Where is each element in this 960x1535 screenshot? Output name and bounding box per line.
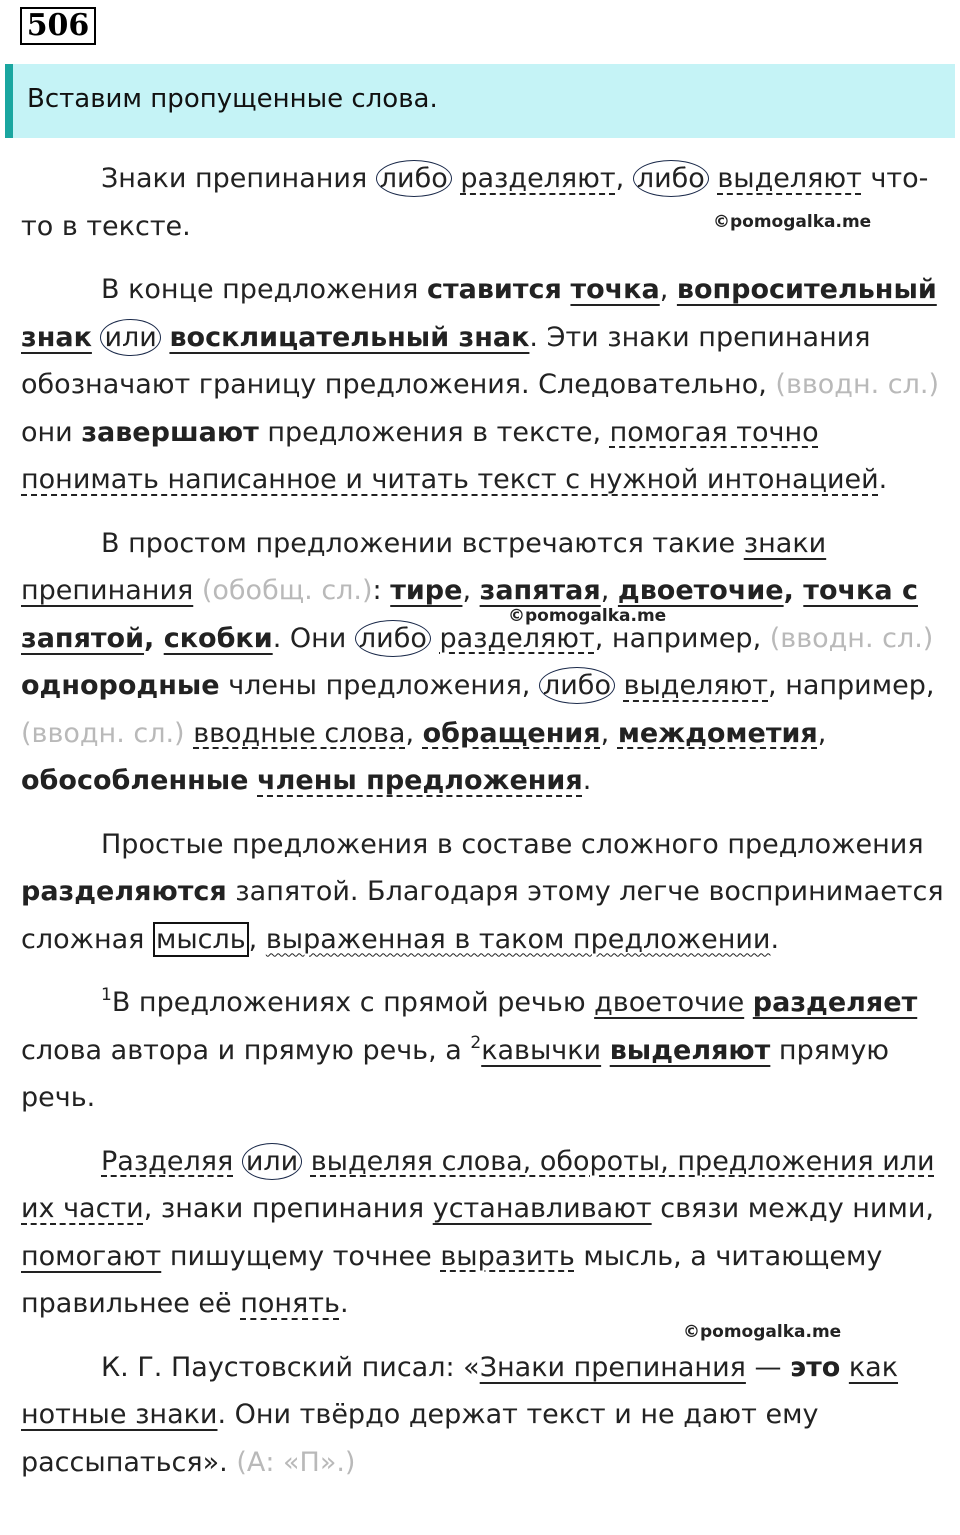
predicate: устанавливают bbox=[432, 1193, 652, 1224]
subject: двоеточие bbox=[594, 987, 745, 1018]
superscript: 1 bbox=[101, 985, 112, 1005]
grammar-note: (вводн. сл.) bbox=[769, 622, 934, 654]
text: , например, bbox=[768, 670, 935, 701]
highlighted-word: разделяются bbox=[21, 876, 227, 907]
boxed-word: мысль bbox=[153, 922, 249, 957]
task-number: 506 bbox=[20, 7, 96, 45]
homogeneous-member: запятая bbox=[479, 575, 601, 606]
text: . Эти знаки препинания обозначают границу предложения. Следовательно, bbox=[21, 321, 871, 400]
object: междометия bbox=[617, 717, 818, 749]
paragraph-5 bbox=[21, 979, 951, 1122]
predicate: как нотные знаки bbox=[21, 1351, 899, 1430]
circled-conjunction: или bbox=[242, 1143, 302, 1180]
subject: кавычки bbox=[481, 1034, 602, 1066]
document-body bbox=[21, 155, 951, 1502]
paragraph-7: К. Г. Паустовский писал: «Знаки препинания — это как нотные знаки. Они твёрдо держат текст и не дают ему рассыпаться». (А: «П».) bbox=[21, 1351, 899, 1478]
predicate: завершают bbox=[81, 416, 259, 448]
predicate: помогают bbox=[21, 1240, 162, 1272]
text: , знаки препинания bbox=[143, 1193, 433, 1224]
circled-conjunction: либо bbox=[355, 620, 431, 657]
homogeneous-member: скобки bbox=[163, 622, 273, 654]
text: пишущему точнее bbox=[161, 1240, 441, 1272]
source-note: (А: «П».) bbox=[236, 1446, 356, 1478]
grammar-note: (вводн. сл.) bbox=[775, 369, 939, 400]
grammar-note: (обобщ. сл.) bbox=[201, 575, 373, 606]
task-banner bbox=[5, 64, 955, 138]
predicate: разделяют bbox=[460, 163, 616, 194]
watermark: ©pomogalka.me bbox=[683, 1322, 842, 1342]
paragraph-4: Простые предложения в составе сложного предложения разделяются запятой. Благодаря этому легче воспринимается сложная мысль , выраженная в таком предложении. bbox=[21, 828, 944, 955]
subject: знаки препинания bbox=[21, 527, 827, 606]
homogeneous-member: тире bbox=[390, 575, 463, 606]
paragraph-2: В конце предложения ставится точка, вопросительный знак или восклицательный знак. Эти знаки препинания обозначают границу предложения. Следовательно, (вводн. сл.) они завершают предложения в тексте, помогая точно понимать написанное и читать текст с нужной интонацией. bbox=[21, 274, 939, 495]
participial-phrase: выраженная в таком предложении bbox=[265, 923, 771, 955]
text: запятой. Благодаря этому легче воспринимается сложная bbox=[21, 876, 944, 955]
text: . Они твёрдо держат текст и не дают ему рассыпаться». bbox=[21, 1399, 819, 1478]
highlighted-word: однородные bbox=[21, 670, 220, 701]
text: члены предложения, bbox=[219, 670, 539, 701]
adverbial-phrase: выделяя слова, обороты, предложения или их части bbox=[21, 1145, 935, 1224]
predicate: разделяет bbox=[752, 987, 918, 1018]
circled-conjunction: либо bbox=[376, 160, 452, 197]
text: мысль, а читающему правильнее её bbox=[21, 1240, 883, 1319]
subject: вопросительный знак bbox=[21, 274, 937, 353]
object: обращения bbox=[422, 717, 601, 749]
text: , например, bbox=[594, 622, 770, 654]
predicate: выделяют bbox=[609, 1034, 771, 1066]
text: К. Г. Паустовский писал: « bbox=[101, 1351, 480, 1383]
paragraph-3: В простом предложении встречаются такие знаки препинания (обобщ. сл.): тире, запятая, двоеточие, точка с запятой, скобки. Они либо разделяют, например, (вводн. сл.) однородные члены предложения, либо выделяют, например, (вводн. сл.) вводные слова, обращения, междометия, обособленные члены предложения. bbox=[21, 527, 935, 796]
text: прямую речь. bbox=[21, 1034, 890, 1113]
text: . Они bbox=[272, 622, 355, 654]
watermark: ©pomogalka.me bbox=[713, 212, 872, 232]
text: связи между ними, bbox=[651, 1193, 934, 1224]
text: что-то в тексте. bbox=[21, 163, 929, 242]
banner-title: Вставим пропущенные слова. bbox=[27, 84, 438, 114]
superscript: 2 bbox=[470, 1032, 482, 1053]
text: В конце предложения bbox=[101, 274, 427, 305]
text: Простые предложения в составе сложного предложения bbox=[101, 828, 924, 860]
paragraph-6: Разделяя или выделяя слова, обороты, предложения или их части, знаки препинания устанавливают связи между ними, помогают пишущему точнее выразить мысль, а читающему правильнее её понять. bbox=[21, 1138, 951, 1328]
circled-conjunction: либо bbox=[633, 160, 709, 197]
paragraph-1: Знаки препинания либо разделяют, либо выделяют что-то в тексте. bbox=[21, 155, 951, 250]
subject: Знаки препинания bbox=[479, 1351, 746, 1383]
highlighted-word: это bbox=[790, 1351, 841, 1383]
object: вводные слова bbox=[193, 717, 406, 749]
text: предложения в тексте, bbox=[258, 416, 610, 448]
highlighted-word: обособленные bbox=[21, 765, 249, 796]
text: В предложениях с прямой речью bbox=[111, 987, 595, 1018]
subject: точка bbox=[570, 274, 660, 305]
grammar-note: (вводн. сл.) bbox=[21, 717, 185, 749]
text: В простом предложении встречаются такие bbox=[101, 527, 744, 559]
adverbial-phrase: помогая точно понимать написанное и читать текст с нужной интонацией bbox=[21, 416, 879, 495]
text: слова автора и прямую речь, а bbox=[21, 1034, 471, 1066]
object: члены предложения bbox=[257, 765, 583, 796]
circled-conjunction: либо bbox=[539, 667, 615, 704]
predicate: ставится bbox=[426, 274, 562, 305]
subject: восклицательный знак bbox=[169, 321, 530, 353]
predicate: выделяют bbox=[623, 670, 769, 701]
homogeneous-member: точка с запятой bbox=[21, 575, 918, 654]
watermark: ©pomogalka.me bbox=[508, 606, 667, 626]
circled-conjunction: или bbox=[100, 319, 160, 356]
adverbial-phrase: Разделяя bbox=[101, 1145, 234, 1177]
object: понять bbox=[240, 1288, 340, 1319]
object: выразить bbox=[440, 1240, 575, 1272]
predicate: разделяют bbox=[439, 622, 595, 654]
predicate: выделяют bbox=[717, 163, 862, 194]
homogeneous-member: двоеточие bbox=[617, 575, 784, 606]
text: Знаки препинания bbox=[101, 163, 376, 194]
